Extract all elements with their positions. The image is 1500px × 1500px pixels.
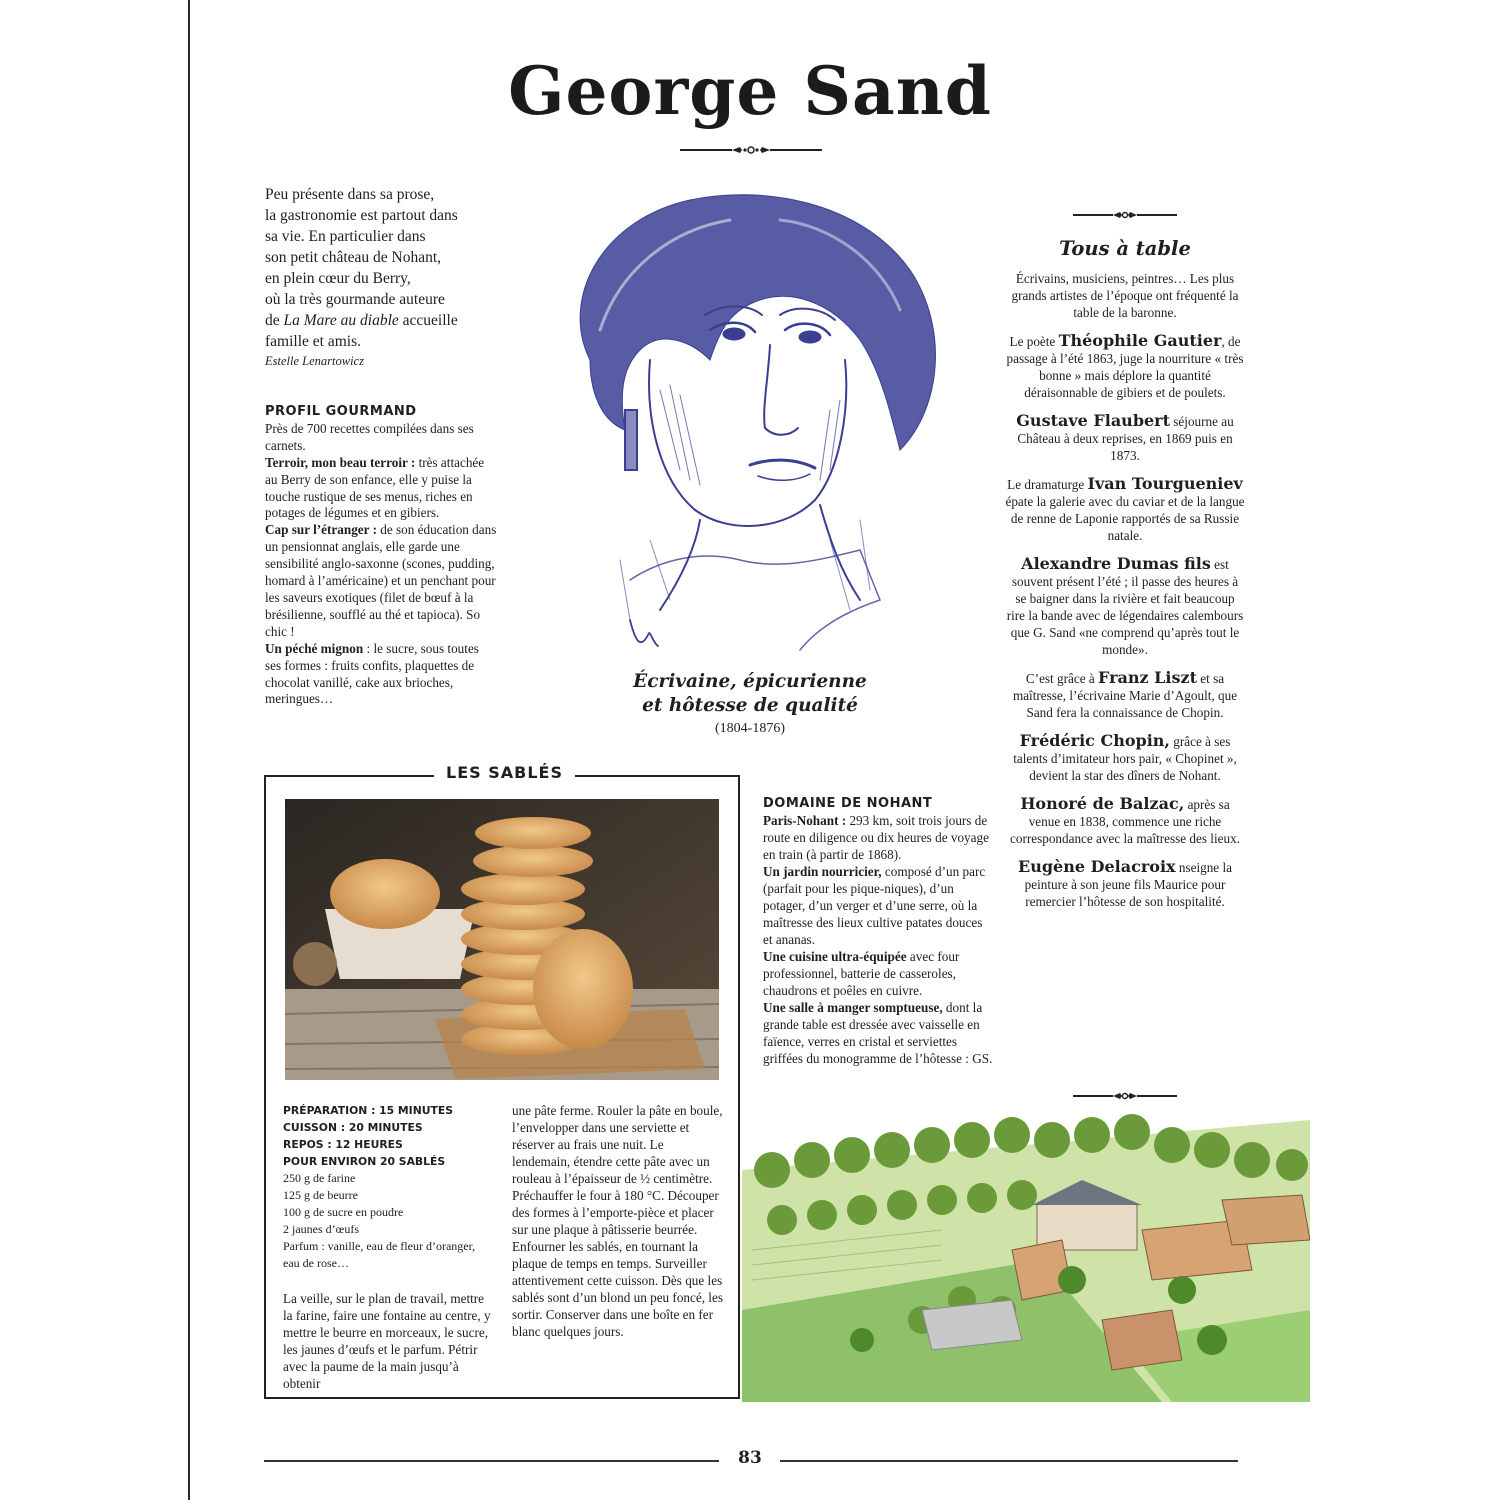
recipe-yield: POUR ENVIRON 20 SABLÉS	[283, 1155, 446, 1168]
ornament-divider-right-bottom	[1073, 1090, 1177, 1102]
guest-entry	[1005, 858, 1245, 910]
guest-name: Gustave Flaubert	[1016, 411, 1170, 430]
ingredient-item: 250 g de farine	[283, 1171, 356, 1185]
domaine-paragraph	[763, 812, 993, 1067]
ingredient-item: Parfum : vanille, eau de fleur d’oranger, eau de rose…	[283, 1239, 476, 1270]
profil-text: très attachée au Berry de son enfance, elle y puise la touche rustique de ses menus, riches en potages de légumes et en gibiers.	[265, 454, 485, 521]
page-spine-line	[188, 0, 190, 1500]
guest-entry	[1005, 332, 1245, 401]
portrait-dates: (1804-1876)	[715, 721, 785, 736]
guest-name: Franz Liszt	[1098, 668, 1197, 687]
domaine-subhead: Un jardin nourricier,	[763, 864, 882, 879]
guest-entry	[1005, 555, 1245, 658]
profil-gourmand-section	[265, 404, 497, 708]
portrait-caption-line: Écrivaine, épicurienne	[633, 671, 867, 692]
tous-a-table-intro: Écrivains, musiciens, peintres… Les plus grands artistes de l’époque ont fréquenté la table de la baronne.	[1011, 271, 1239, 320]
profil-subhead: Cap sur l’étranger :	[265, 522, 377, 538]
domaine-text: dont la grande table est dressée avec vaisselle en faïence, verres en cristal et serviettes griffées du monogramme de l’hôtesse : GS.	[763, 1000, 993, 1066]
domaine-heading: DOMAINE DE NOHANT	[763, 796, 933, 811]
ingredient-item: 125 g de beurre	[283, 1188, 358, 1202]
tous-a-table-column	[1005, 236, 1245, 921]
intro-line: famille et amis.	[265, 333, 361, 350]
domaine-section	[763, 795, 993, 1067]
footer-rule-left	[264, 1460, 719, 1462]
guest-entry	[1005, 732, 1245, 784]
guest-text: Le poète	[1009, 334, 1059, 349]
recipe-cook-time: CUISSON : 20 MINUTES	[283, 1121, 423, 1134]
recipe-column-1	[283, 1102, 493, 1392]
guest-text: C’est grâce à	[1025, 671, 1099, 686]
guest-text: , de passage à l’été 1863, juge la nourriture « très bonne » mais déplore la quantité déraisonnable de gibiers et de poulets.	[1006, 334, 1244, 400]
recipe-title: LES SABLÉS	[434, 763, 575, 782]
guest-name: Frédéric Chopin,	[1019, 731, 1170, 750]
guest-entry	[1005, 475, 1245, 544]
guest-text: nseigne la peinture à son jeune fils Maurice pour remercier l’hôtesse de son hospitalité.	[1024, 860, 1232, 909]
guest-text: est souvent présent l’été ; il passe des heures à se baigner dans la rivière et fait beaucoup rire la bande avec de légendaires calembours que G. Sand «ne comprend qu’après tout le monde».	[1006, 557, 1244, 657]
domaine-subhead: Une salle à manger somptueuse,	[763, 1000, 943, 1015]
guest-text: et sa maîtresse, l’écrivaine Marie d’Agoult, que Sand fera la connaissance de Chopin.	[1012, 671, 1238, 720]
intro-line: sa vie. En particulier dans	[265, 228, 426, 245]
ingredient-item: 2 jaunes d’œufs	[283, 1222, 359, 1236]
guest-text: Le dramaturge	[1007, 477, 1088, 492]
intro-line: la gastronomie est partout dans	[265, 207, 458, 224]
guest-entry	[1005, 412, 1245, 464]
guest-text: séjourne au Château à deux reprises, en 1869 puis en 1873.	[1017, 414, 1234, 463]
intro-line: accueille	[398, 312, 458, 329]
nohant-estate-illustration	[742, 1110, 1310, 1402]
author-signature: Estelle Lenartowicz	[265, 354, 364, 368]
profil-text: Près de 700 recettes compilées dans ses carnets.	[265, 420, 474, 453]
intro-line: en plein cœur du Berry,	[265, 270, 411, 287]
profil-text: : le sucre, sous toutes ses formes : fruits confits, plaquettes de chocolat vanillé, cake aux brioches, meringues…	[265, 640, 479, 707]
recipe-prep-time: PRÉPARATION : 15 MINUTES	[283, 1104, 454, 1117]
intro-line: où la très gourmande auteure	[265, 291, 445, 308]
ingredient-item: 100 g de sucre en poudre	[283, 1205, 404, 1219]
intro-line: de	[265, 312, 284, 329]
guest-name: Ivan Tourgueniev	[1087, 474, 1243, 493]
domaine-text: composé d’un parc (parfait pour les pique-niques), d’un potager, d’un verger et d’une serre, où la maîtresse des lieux cultive patates douces et ananas.	[763, 864, 986, 947]
footer-rule-right	[780, 1460, 1238, 1462]
sables-photo	[285, 799, 719, 1080]
profil-text: de son éducation dans un pensionnat anglais, elle garde une sensibilité anglo-saxonne (scones, pudding, homard à l’américaine) et un penchant pour les saveurs exotiques (filet de bœuf à la brésilienne, soufflé au thé et tapioca). So chic !	[265, 522, 497, 639]
intro-text	[265, 184, 500, 370]
page-number: 83	[738, 1448, 762, 1468]
domaine-subhead: Paris-Nohant :	[763, 813, 847, 828]
tous-a-table-heading: Tous à table	[1059, 237, 1191, 260]
page-title: George Sand	[508, 52, 992, 130]
book-title: La Mare au diable	[283, 312, 399, 329]
ornament-divider-right-top	[1073, 209, 1177, 221]
guest-text: après sa venue en 1838, commence une riche correspondance avec la maîtresse des lieux.	[1010, 797, 1240, 846]
profil-paragraph	[265, 421, 497, 708]
portrait-caption	[560, 670, 940, 738]
guest-entry	[1005, 795, 1245, 847]
profil-subhead: Terroir, mon beau terroir :	[265, 454, 416, 470]
intro-line: Peu présente dans sa prose,	[265, 186, 435, 203]
portrait-caption-line: et hôtesse de qualité	[642, 695, 858, 716]
recipe-rest-time: REPOS : 12 HEURES	[283, 1138, 403, 1151]
guest-name: Théophile Gautier	[1058, 331, 1222, 350]
guest-text: grâce à ses talents d’imitateur hors pair, « Chopinet », devient la star des dîners de Nohant.	[1013, 734, 1237, 783]
profil-subhead: Un péché mignon	[265, 640, 364, 656]
domaine-text: avec four professionnel, batterie de casseroles, chaudrons et poêles en cuivre.	[763, 949, 960, 998]
guest-text: épate la galerie avec du caviar et de la langue de renne de Laponie rapportés de sa Russie natale.	[1005, 494, 1245, 543]
recipe-steps: La veille, sur le plan de travail, mettre la farine, faire une fontaine au centre, y mettre le beurre en morceaux, le sucre, les jaunes d’œufs et le parfum. Pétrir avec la paume de la main jusqu’à obtenir	[283, 1291, 491, 1391]
domaine-subhead: Une cuisine ultra-équipée	[763, 949, 907, 964]
george-sand-portrait	[530, 180, 950, 660]
guest-entry	[1005, 669, 1245, 721]
ornament-divider-title	[680, 143, 822, 157]
recipe-column-2: une pâte ferme. Rouler la pâte en boule, l’envelopper dans une serviette et réserver au frais une nuit. Le lendemain, étendre cette pâte avec un rouleau à l’épaisseur de ½ centimètre. Préchauffer le four à 180 °C. Découper des formes à l’emporte-pièce et placer sur une plaque à pâtisserie beurrée. Enfourner les sablés, en tournant la plaque de temps en temps. Surveiller attentivement cette cuisson. Dès que les sablés sont d’un blond un peu foncé, les sortir. Conserver dans une boîte en fer blanc quelques jours.	[512, 1103, 723, 1339]
guest-name: Eugène Delacroix	[1018, 857, 1176, 876]
profil-heading: PROFIL GOURMAND	[265, 404, 417, 419]
intro-line: son petit château de Nohant,	[265, 249, 442, 266]
domaine-text: 293 km, soit trois jours de route en diligence ou dix heures de voyage en train (à partir de 1868).	[763, 813, 989, 862]
guest-name: Alexandre Dumas fils	[1021, 554, 1211, 573]
guest-name: Honoré de Balzac,	[1020, 794, 1185, 813]
